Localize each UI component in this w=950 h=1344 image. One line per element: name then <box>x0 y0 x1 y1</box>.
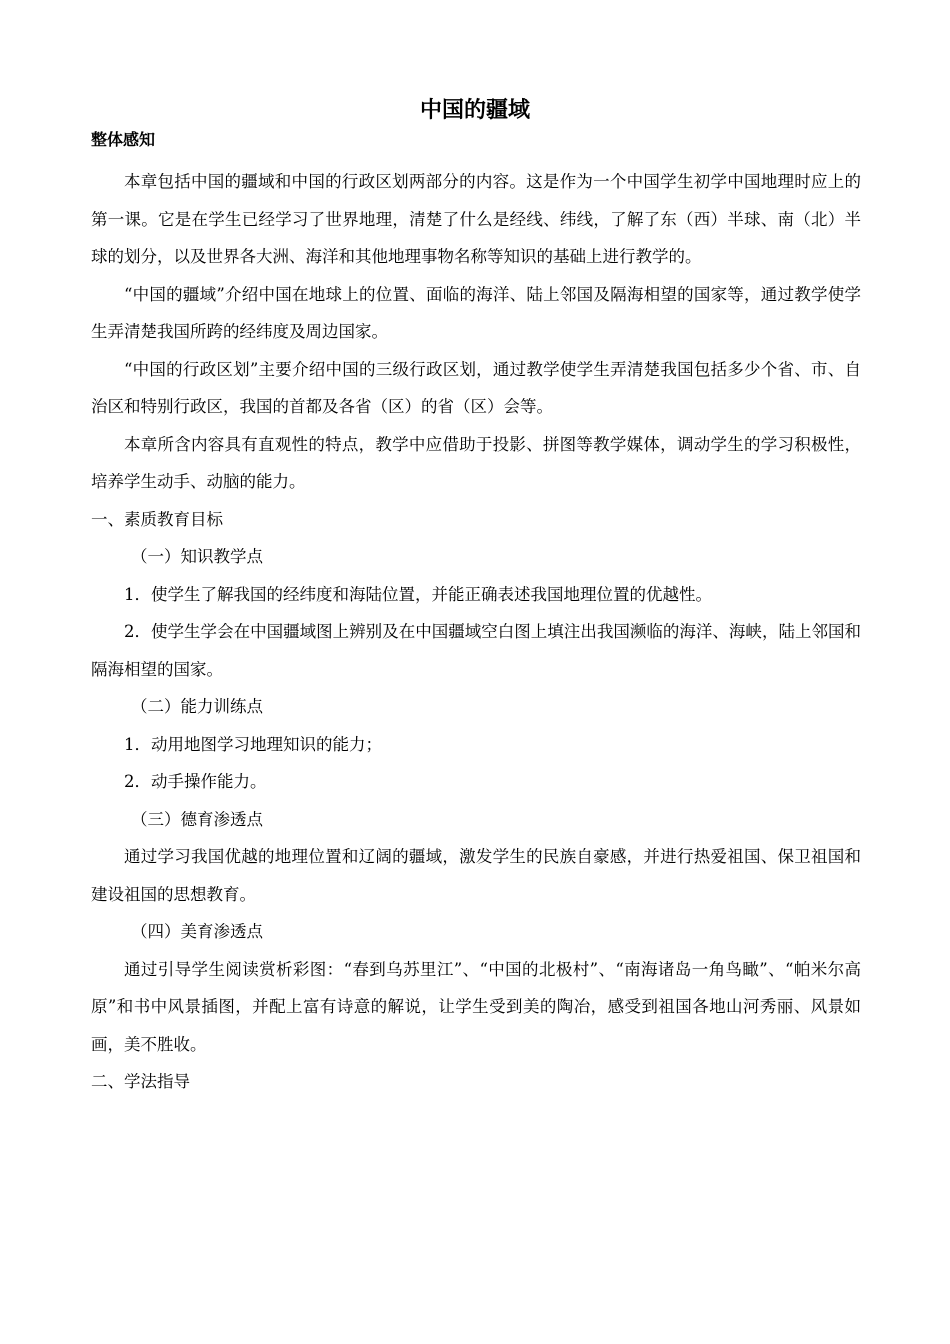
subheading-aesthetic: （四）美育渗透点 <box>131 922 263 941</box>
section-heading-method: 二、学法指导 <box>91 1072 190 1091</box>
paragraph-admin-division: “中国的行政区划”主要介绍中国的三级行政区划，通过教学使学生弄清楚我国包括多少个省、市、自治区和特别行政区，我国的首都及各省（区）的省（区）会等。 <box>91 359 861 416</box>
knowledge-item-2: 2．使学生学会在中国疆域图上辨别及在中国疆域空白图上填注出我国濒临的海洋、海峡，陆上邻国和隔海相望的国家。 <box>91 622 861 679</box>
aesthetic-text: 通过引导学生阅读赏析彩图：“春到乌苏里江”、“中国的北极村”、“南海诸岛一角鸟瞰”、“帕米尔高原”和书中风景插图，并配上富有诗意的解说，让学生受到美的陶冶，感受到祖国各地山河秀丽、风景如画，美不胜收。 <box>91 959 861 1054</box>
subheading-moral: （三）德育渗透点 <box>131 809 263 829</box>
ability-item-1: 1．动用地图学习地理知识的能力； <box>124 734 382 754</box>
page-title: 中国的疆域 <box>419 98 530 123</box>
subheading-ability: （二）能力训练点 <box>131 697 263 716</box>
subheading-knowledge: （一）知识教学点 <box>131 547 263 566</box>
paragraph-teaching-media: 本章所含内容具有直观性的特点，教学中应借助于投影、拼图等教学媒体，调动学生的学习积极性，培养学生动手、动脑的能力。 <box>91 434 861 491</box>
overview-heading: 整体感知 <box>91 130 156 149</box>
section-heading-goals: 一、素质教育目标 <box>91 509 223 529</box>
document-body <box>91 163 861 1101</box>
paragraph-territory: “中国的疆域”介绍中国在地球上的位置、面临的海洋、陆上邻国及隔海相望的国家等，通过教学使学生弄清楚我国所跨的经纬度及周边国家。 <box>91 284 861 341</box>
ability-item-2: 2．动手操作能力。 <box>124 772 267 791</box>
paragraph-intro: 本章包括中国的疆域和中国的行政区划两部分的内容。这是作为一个中国学生初学中国地理时应上的第一课。它是在学生已经学习了世界地理，清楚了什么是经线、纬线，了解了东（西）半球、南（北）半球的划分，以及世界各大洲、海洋和其他地理事物名称等知识的基础上进行教学的。 <box>91 172 861 266</box>
moral-text: 通过学习我国优越的地理位置和辽阔的疆域，激发学生的民族自豪感，并进行热爱祖国、保卫祖国和建设祖国的思想教育。 <box>91 847 861 904</box>
knowledge-item-1: 1．使学生了解我国的经纬度和海陆位置，并能正确表述我国地理位置的优越性。 <box>124 584 712 604</box>
